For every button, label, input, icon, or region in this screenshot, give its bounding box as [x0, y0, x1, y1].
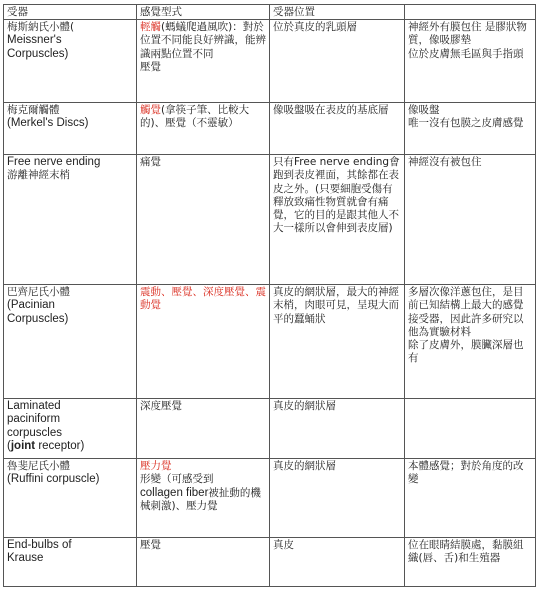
- table-row: [4, 20, 536, 103]
- receptor-name-cell: [4, 155, 137, 285]
- location-cell: 像吸盤吸在表皮的基底層: [270, 103, 405, 155]
- note-text: 位於皮膚無毛區與手指頭: [408, 47, 524, 60]
- sense-text: (拿筷子筆、比較大的)、壓覺（不靈敏）: [140, 104, 250, 130]
- receptor-name: 梅斯納氏小體(: [7, 21, 75, 34]
- location-cell: 真皮: [270, 538, 405, 587]
- sense-text: (螞蟻爬過風吹)：對於位置不同能良好辨識，能辨識兩點位置不同: [140, 21, 266, 60]
- header-receptor: 受器: [4, 5, 137, 20]
- receptor-name: 梅克爾觸體: [7, 104, 60, 117]
- note-text: 像吸盤: [408, 104, 440, 117]
- sense-text: 壓覺: [140, 60, 161, 73]
- receptor-name: Corpuscles): [7, 47, 69, 60]
- receptor-name-cell: [4, 103, 137, 155]
- receptor-name-cell: [4, 459, 137, 538]
- receptor-name-cell: [4, 20, 137, 103]
- receptor-name: corpuscles: [7, 426, 62, 439]
- receptor-name: Corpuscles): [7, 312, 69, 325]
- notes-cell: [405, 20, 536, 103]
- receptor-name: (Pacinian: [7, 299, 55, 312]
- table-row: [4, 538, 536, 587]
- receptor-name-cell: [4, 285, 137, 399]
- table-row: [4, 285, 536, 399]
- sense-highlight: 輕觸: [140, 21, 161, 34]
- header-notes: [405, 5, 536, 20]
- receptor-name: Laminated: [7, 400, 61, 413]
- note-text: 神經外有膜包住 是膠狀物質，像吸膠墊: [408, 21, 527, 47]
- location-cell: 只有Free nerve ending會跑到表皮裡面，其餘都在表皮之外。(只要細胞受傷有釋放致痛性物質就會有痛覺，它的目的是跟其他人不大一樣所以會伸到表皮層): [270, 155, 405, 285]
- notes-cell: [405, 399, 536, 459]
- sense-type-cell: 壓覺: [137, 538, 270, 587]
- sense-text: 被扯動的機械刺激)、壓力覺: [140, 486, 261, 512]
- sense-type-cell: [137, 103, 270, 155]
- receptor-name: 魯斐尼氏小體: [7, 460, 70, 473]
- sense-type-cell: 震動、壓覺、深度壓覺、震動覺: [137, 285, 270, 399]
- receptor-name: Free nerve ending: [7, 156, 101, 169]
- receptor-name-cell: [4, 399, 137, 459]
- table-row: [4, 155, 536, 285]
- receptor-table: [3, 4, 536, 587]
- sense-text: 形變（可感受到: [140, 473, 214, 486]
- sense-type-cell: 痛覺: [137, 155, 270, 285]
- location-cell: 真皮的網狀層，最大的神經末梢，肉眼可見，呈現大而平的蠶蛹狀: [270, 285, 405, 399]
- note-text: 多層次像洋蔥包住，是目前已知結構上最大的感覺接受器，因此許多研究以他為實驗材料: [408, 286, 524, 338]
- receptor-name: (Merkel's Discs): [7, 117, 89, 130]
- receptor-name: End-bulbs of: [7, 539, 72, 552]
- table-row: [4, 103, 536, 155]
- receptor-name: receptor): [35, 439, 85, 452]
- table-header-row: [4, 5, 536, 20]
- receptor-name: (Ruffini corpuscle): [7, 473, 100, 486]
- receptor-name-bold: joint: [10, 439, 36, 452]
- notes-cell: 位在眼睛結膜處，黏膜組織(唇、舌)和生殖器: [405, 538, 536, 587]
- note-text: 唯一沒有包膜之皮膚感覺: [408, 117, 524, 130]
- sense-type-cell: [137, 459, 270, 538]
- location-cell: 位於真皮的乳頭層: [270, 20, 405, 103]
- sense-type-cell: 深度壓覺: [137, 399, 270, 459]
- note-text: 除了皮膚外，膜臟深層也有: [408, 339, 524, 365]
- receptor-name: Krause: [7, 552, 44, 565]
- location-cell: 真皮的網狀層: [270, 399, 405, 459]
- location-cell: 真皮的網狀層: [270, 459, 405, 538]
- notes-cell: [405, 285, 536, 399]
- receptor-name: 巴齊尼氏小體: [7, 286, 70, 299]
- receptor-name: Meissner's: [7, 34, 62, 47]
- sense-text: collagen fiber: [140, 486, 209, 499]
- notes-cell: [405, 103, 536, 155]
- notes-cell: 神經沒有被包住: [405, 155, 536, 285]
- sense-highlight: 壓力覺: [140, 460, 172, 473]
- notes-cell: 本體感覺；對於角度的改變: [405, 459, 536, 538]
- header-sense-type: 感覺型式: [137, 5, 270, 20]
- table-row: [4, 459, 536, 538]
- sense-highlight: 觸覺: [140, 104, 161, 117]
- sense-type-cell: [137, 20, 270, 103]
- receptor-name: (: [7, 439, 11, 452]
- receptor-name-cell: [4, 538, 137, 587]
- receptor-name: 游離神經末梢: [7, 169, 70, 182]
- table-row: [4, 399, 536, 459]
- receptor-name: paciniform: [7, 413, 61, 426]
- header-receptor-location: 受器位置: [270, 5, 405, 20]
